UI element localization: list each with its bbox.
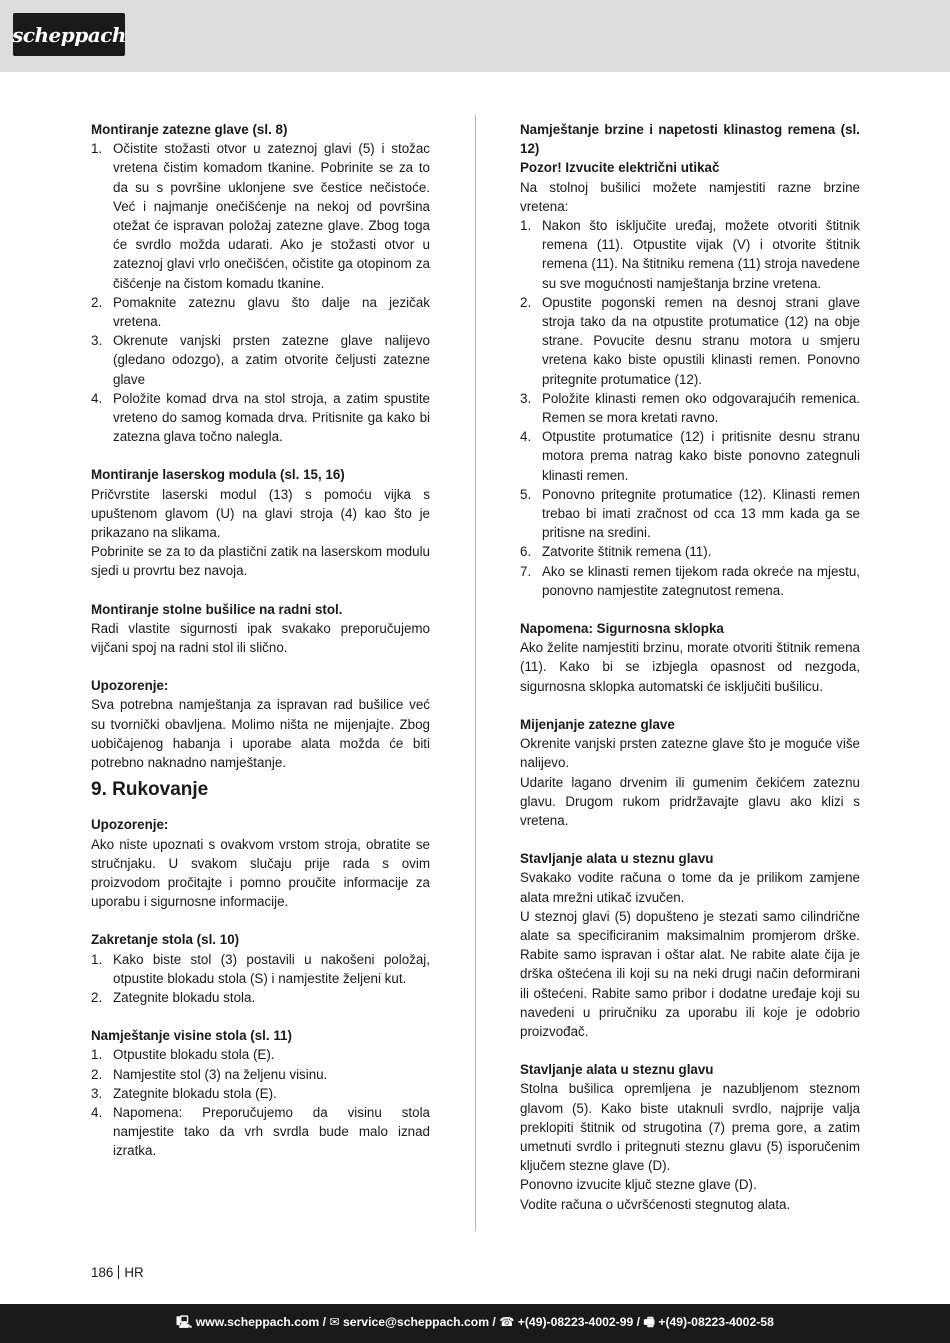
section-heading: Mijenjanje zatezne glave xyxy=(520,716,675,732)
list-item: 7. Ako se klinasti remen tijekom rada okreće na mjestu, ponovno namjestite zategnutost remena. xyxy=(520,563,860,598)
section-heading: Stavljanje alata u steznu glavu xyxy=(520,851,714,867)
chapter-heading: 9. Rukovanje xyxy=(91,779,209,801)
paragraph: Sva potrebna namještanja za ispravan rad bušilice već su tvornički obavljena. Molimo ništa ne mijenjajte. Zbog uobičajenog habanja i uporabe alata možda će biti potrebno naknadno namještanje. xyxy=(91,697,430,771)
section-heading: Stavljanje alata u steznu glavu xyxy=(520,1062,714,1078)
section-heading: Montiranje laserskog modula (sl. 15, 16) xyxy=(91,467,345,483)
warning-text: Pozor! Izvucite električni utikač xyxy=(520,160,720,176)
paragraph: Okrenite vanjski prsten zatezne glave što je moguće više nalijevo. xyxy=(520,736,860,771)
numbered-list xyxy=(91,950,430,1008)
list-item: 2. Pomaknite zateznu glavu što dalje na jezičak vretena. xyxy=(91,294,430,330)
list-item: 3. Zategnite blokadu stola (E). xyxy=(91,1085,277,1101)
list-item: 2. Namjestite stol (3) na željenu visinu. xyxy=(91,1066,328,1082)
list-item: 4. Napomena: Preporučujemo da visinu stola namjestite tako da vrh svrdla bude malo iznad izratka. xyxy=(91,1104,430,1159)
paragraph: Ako niste upoznati s ovakvom vrstom stroja, obratite se stručnjaku. U svakom slučaju prije rada s ovim proizvodom pročitajte i pomno proučite informacije za uporabu i sigurnosne informacije. xyxy=(91,836,430,910)
list-item: 3. Položite klinasti remen oko odgovarajućih remenica. Remen se mora kretati ravno. xyxy=(520,390,860,426)
language-code: HR xyxy=(124,1265,144,1280)
list-item: 1. Otpustite blokadu stola (E). xyxy=(91,1047,275,1063)
list-item: 1. Kako biste stol (3) postavili u nakošeni položaj, otpustite blokadu stola (S) i namjestite željeni kut. xyxy=(91,951,430,986)
paragraph: Vodite računa o učvršćenosti stegnutog alata. xyxy=(520,1196,791,1212)
list-item: 5. Ponovno pritegnite protumatice (12). Klinasti remen trebao bi imati zračnost od cca 13 mm kada ga se pritisne na sredini. xyxy=(520,486,860,541)
paragraph: Udarite lagano drvenim ili gumenim čekićem zateznu glavu. Drugom rukom pridržavajte glavu ako klizi s vretena. xyxy=(520,774,860,828)
right-column xyxy=(520,120,860,1214)
list-item: 2. Opustite pogonski remen na desnoj strani glave stroja tako da na otpustite protumatice (12) na obje strane. Povucite desnu stranu motora u smjeru vretena kako biste opustili klinasti remen. Ponovno pritegnite protumatice (12). xyxy=(520,294,860,387)
paragraph: Ponovno izvucite ključ stezne glave (D). xyxy=(520,1177,757,1193)
list-item: 6. Zatvorite štitnik remena (11). xyxy=(520,544,712,560)
section-heading: Namještanje visine stola (sl. 11) xyxy=(91,1028,292,1044)
section-heading: Zakretanje stola (sl. 10) xyxy=(91,932,240,948)
section-heading: Montiranje stolne bušilice na radni stol. xyxy=(91,601,343,617)
paragraph: Na stolnoj bušilici možete namjestiti razne brzine vretena: xyxy=(520,179,860,214)
section-heading: Namještanje brzine i napetosti klinastog remena (sl. 12) xyxy=(520,122,860,157)
numbered-list xyxy=(520,216,860,600)
scheppach-logo xyxy=(13,13,125,56)
section-heading: Upozorenje: xyxy=(91,817,169,833)
list-item: 1. Nakon što isključite uređaj, možete otvoriti štitnik remena (11). Otpustite vijak (V) i otvorite štitnik remena (11). Na štitniku remena (11) stroja navedene su sve mogućnosti namještanja brzine vretena. xyxy=(520,218,860,291)
paragraph: Pričvrstite laserski modul (13) s pomoću vijka s upuštenom glavom (U) na glavi stroja (4) kao što je prikazano na slikama. xyxy=(91,486,430,541)
paragraph: U steznoj glavi (5) dopušteno je stezati samo cilindrične alate sa specificiranim maksimalnim promjerom drške. Rabite samo ispravan i oštar alat. Ne rabite alate čija je drška oštećena ili koji su na neki drugi način deformirani ili oštećeni. Rabite samo pribor i dodatne uređaje koji su navedeni u priručniku za uporabu ili koje je odobrio proizvođač. xyxy=(520,908,860,1039)
paragraph: Svakako vodite računa o tome da je prilikom zamjene alata mrežni utikač izvučen. xyxy=(520,870,860,905)
numbered-list xyxy=(91,139,430,446)
page-header xyxy=(0,0,950,72)
paragraph: Radi vlastite sigurnosti ipak svakako preporučujemo vijčani spoj na radni stol ili slično. xyxy=(91,620,430,656)
list-item: 3. Okrenute vanjski prsten zatezne glave nalijevo (gledano odozgo), a zatim otvorite čeljusti zatezne glave xyxy=(91,333,430,387)
page-footer xyxy=(0,1304,950,1343)
section-heading: Upozorenje: xyxy=(91,678,169,694)
list-item: 4. Otpustite protumatice (12) i pritisnite desnu stranu motora prema natrag kako biste ponovno zategnuli klinasti remen. xyxy=(520,429,860,483)
contact-line: 🖳 www.scheppach.com / ✉ service@scheppach.com / ☎ +(49)-08223-4002-99 / 🖷 +(49)-08223-4002-58 xyxy=(176,1315,774,1329)
list-item: 4. Položite komad drva na stol stroja, a zatim spustite vreteno do samog komada drva. Pritisnite ga kako bi zatezna glava točno nalegla. xyxy=(91,390,430,445)
paragraph: Stolna bušilica opremljena je nazubljenom steznom glavom (5). Kako biste utaknuli svrdlo, najprije valja preklopiti štitnik od strugotina (7) prema gore, a zatim umetnuti svrdlo i pritegnuti steznu glavu (5) isporučenim ključem stezne glave (D). xyxy=(520,1081,860,1174)
page-number: 186 HR xyxy=(91,1265,144,1280)
list-item: 1. Očistite stožasti otvor u zateznoj glavi (5) i stožac vretena čistim komadom tkanine. Pobrinite se za to da su s površine uklonjene sve čestice nečistoće. Već i najmanje onečišćenje na nekoj od površina otežat će ispravan položaj zatezne glave. Zbog toga će svrdlo možda udarati. Ako je stožasti otvor u zateznoj glavi vrlo onečišćen, očistite ga otopinom za čišćenje na čistom komadu tkanine. xyxy=(91,141,430,291)
paragraph: Ako želite namjestiti brzinu, morate otvoriti štitnik remena (11). Kako bi se izbjegla opasnost od nezgoda, sigurnosna sklopka automatski će isključiti bušilicu. xyxy=(520,640,860,694)
section-heading: Napomena: Sigurnosna sklopka xyxy=(520,621,724,637)
logo-text: scheppach xyxy=(12,22,126,47)
numbered-list xyxy=(91,1045,430,1160)
column-divider xyxy=(475,115,476,1231)
list-item: 2. Zategnite blokadu stola. xyxy=(91,989,256,1005)
paragraph: Pobrinite se za to da plastični zatik na laserskom modulu sjedi u provrtu bez navoja. xyxy=(91,544,430,579)
left-column xyxy=(91,120,430,1161)
section-heading: Montiranje zatezne glave (sl. 8) xyxy=(91,122,288,137)
